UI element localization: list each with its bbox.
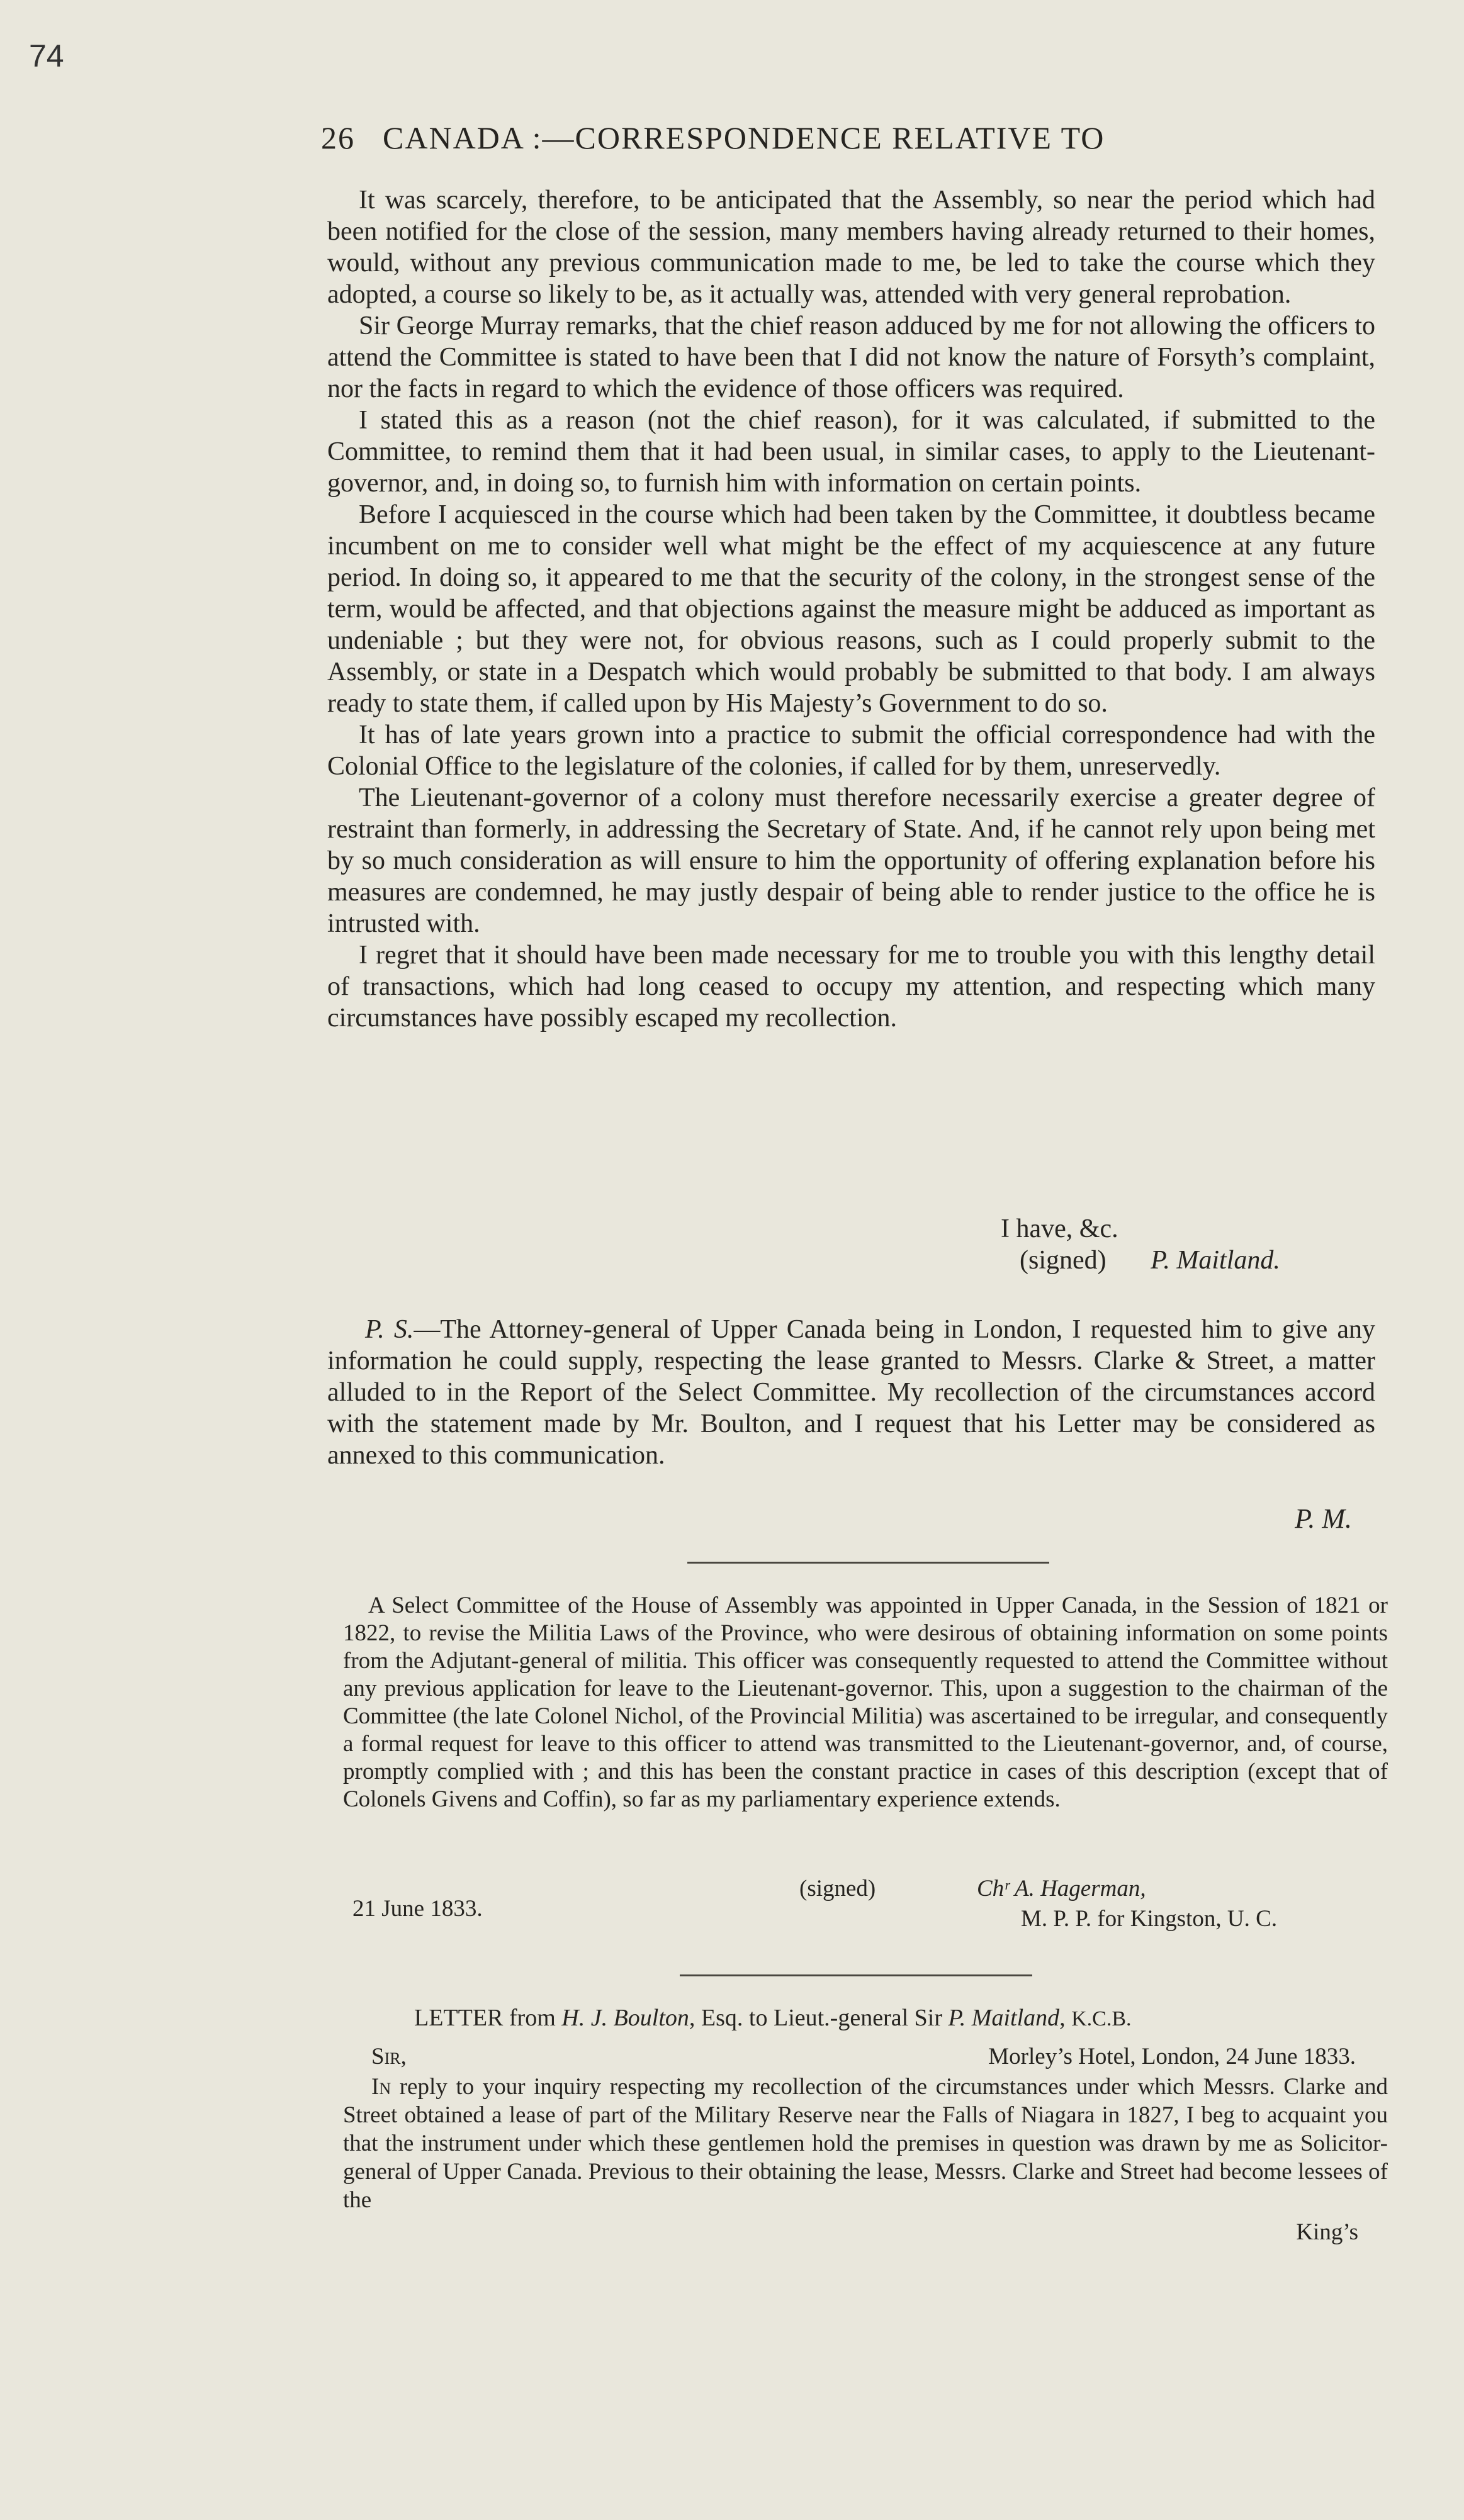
catchword: King’s (1296, 2219, 1358, 2245)
postscript-paragraph (327, 1314, 1375, 1471)
closing-block (327, 1213, 1375, 1276)
section-divider (680, 1974, 1032, 1976)
running-head-title: CANADA :—CORRESPONDENCE RELATIVE TO (383, 120, 1105, 155)
letter-heading-suffix: K.C.B. (1071, 2007, 1132, 2030)
enclosure-signatory-title: M. P. P. for Kingston, U. C. (1021, 1906, 1278, 1932)
enclosure-signed: (signed) (799, 1876, 876, 1901)
paragraph: I stated this as a reason (not the chief reason), for it was calculated, if submitted to the Committee, to remind them that it had been usual, in similar cases, to apply to the Lieutenant-governor, and, in doing so, to furnish him with information on certain points. (327, 406, 1375, 498)
closing-signature: P. Maitland. (1151, 1246, 1280, 1275)
enclosure-date: 21 June 1833. (352, 1896, 483, 1922)
letter-body: reply to your inquiry respecting my recollection of the circumstances under which Messrs. Clarke and Street obtained a lease of part of the Military Reserve near the Falls of Niagara in 1827, I beg to acquaint you that the instrument under which these gentlemen hold the premises in question was drawn by me as Solicitor-general of Upper Canada. Previous to their obtaining the lease, Messrs. Clarke and Street had become lessees of the (343, 2074, 1388, 2213)
paragraph: It has of late years grown into a practice to submit the official correspondence had with the Colonial Office to the legislature of the colonies, if called for by them, unreservedly. (327, 720, 1375, 781)
letter-salutation: Sir, (371, 2044, 407, 2069)
paragraph: The Lieutenant-governor of a colony must therefore necessarily exercise a greater degree of restraint than formerly, in addressing the Secretary of State. And, if he cannot rely upon being met by so much consideration as will ensure to him the opportunity of offering explanation before his measures are condemned, he may justly despair of being able to render justice to the office he is intrusted with. (327, 783, 1375, 938)
letter-heading (414, 2004, 1132, 2032)
running-head (321, 120, 1366, 156)
closing-signature-line (327, 1245, 1375, 1276)
letter-body-text (327, 184, 1375, 1034)
page-number: 74 (29, 38, 64, 74)
letter-heading-to: P. Maitland, (948, 2005, 1066, 2031)
postscript-text: —The Attorney-general of Upper Canada being in London, I requested him to give any information he could supply, respecting the lease granted to Messrs. Clarke & Street, a matter alluded to in the Report of the Select Committee. My recollection of the circumstances accord with the statement made by Mr. Boulton, and I request that his Letter may be considered as annexed to this communication. (327, 1315, 1375, 1470)
paragraph: I regret that it should have been made necessary for me to trouble you with this lengthy detail of transactions, which had long ceased to occupy my attention, and respecting which many circumstances have possibly escaped my recollection. (327, 941, 1375, 1033)
closing-line: I have, &c. (1001, 1214, 1118, 1243)
letter-heading-from: H. J. Boulton, (561, 2005, 695, 2031)
enclosure-signatory: Chʳ A. Hagerman, (977, 1876, 1146, 1901)
closing-signed: (signed) (1020, 1246, 1106, 1275)
letter-first-words: In (371, 2074, 391, 2100)
letter-paragraph (343, 2073, 1388, 2214)
postscript (327, 1314, 1375, 1471)
paragraph: Before I acquiesced in the course which had been taken by the Committee, it doubtless became incumbent on me to consider well what might be the effect of my acquiescence at any future period. In doing so, it appeared to me that the security of the colony, in the strongest sense of the term, would be affected, and that objections against the measure might be adduced as important as undeniable ; but they were not, for obvious reasons, such as I could properly submit to the Assembly, or state in a Despatch which would probably be submitted to that body. I am always ready to state them, if called upon by His Majesty’s Government to do so. (327, 500, 1375, 718)
enclosure-note (343, 1592, 1388, 1813)
letter-text (343, 2073, 1388, 2214)
section-divider (687, 1562, 1049, 1564)
letter-address: Morley’s Hotel, London, 24 June 1833. (988, 2044, 1356, 2069)
postscript-initials: P. M. (1295, 1503, 1352, 1534)
enclosure-note-text: A Select Committee of the House of Assembly was appointed in Upper Canada, in the Session of 1821 or 1822, to revise the Militia Laws of the Province, who were desirous of obtaining information on some points from the Adjutant-general of militia. This officer was consequently requested to attend the Committee without any previous application for leave to the Lieutenant-governor. This, upon a suggestion to the chairman of the Committee (the late Colonel Nichol, of the Provincial Militia) was ascertained to be irregular, and consequently a formal request for leave to this officer to attend was transmitted to the Lieutenant-governor, and, of course, promptly complied with ; and this has been the constant practice in cases of this description (except that of Colonels Givens and Coffin), so far as my parliamentary experience extends. (343, 1593, 1388, 1812)
letter-heading-prefix: LETTER from (414, 2005, 562, 2031)
paragraph: Sir George Murray remarks, that the chief reason adduced by me for not allowing the officers to attend the Committee is stated to have been that I did not know the nature of Forsyth’s complaint, nor the facts in regard to which the evidence of those officers was required. (327, 311, 1375, 403)
letter-heading-mid: Esq. to Lieut.-general Sir (695, 2005, 949, 2031)
postscript-lead: P. S. (365, 1315, 414, 1344)
running-head-page: 26 (321, 120, 355, 155)
paragraph: It was scarcely, therefore, to be anticipated that the Assembly, so near the period which had been notified for the close of the session, many members having already returned to their homes, would, without any previous communication made to me, be led to take the course which they adopted, a course so likely to be, as it actually was, attended with very general reprobation. (327, 186, 1375, 309)
